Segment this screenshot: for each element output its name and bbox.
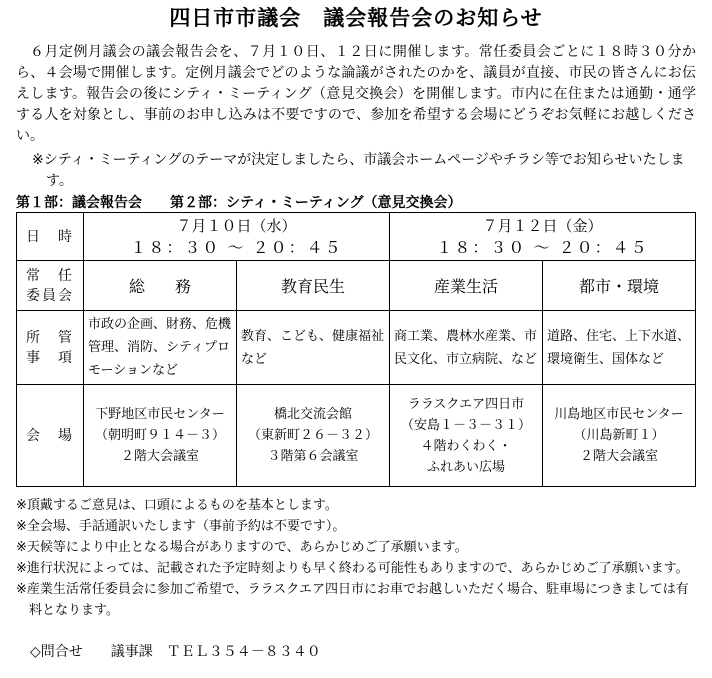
section-heading: 第１部：議会報告会 第２部：シティ・ミーティング（意見交換会） [16, 195, 462, 211]
jurisdiction-row-label: 所 管 事 項 [17, 311, 84, 385]
venue-shimono [84, 385, 237, 487]
venue-name: ララスクエア四日市 [407, 396, 525, 412]
page-title: 四日市市議会 議会報告会のお知らせ [169, 6, 543, 30]
venue-name: 橋北交流会館 [273, 407, 352, 422]
venue-kyouhoku [237, 385, 390, 487]
theme-note: ※シティ・ミーティングのテーマが決定しましたら、市議会ホームページやチラシ等でお知らせいたします。 [32, 152, 685, 189]
day1-time: １８：３０ ～ ２０：４５ [130, 237, 343, 257]
venue-room: ４階わくわく・ [420, 438, 512, 454]
venue-room: ３階第６会議室 [267, 449, 359, 464]
jurisdiction-toshi-kankyou: 道路、住宅、上下水道、環境衛生、国体など [543, 311, 696, 385]
day2-cell [390, 213, 696, 261]
jurisdiction-sangyou-seikatsu: 商工業、農林水産業、市民文化、市立病院、など [390, 311, 543, 385]
day1-cell [84, 213, 390, 261]
venue-lala-square [390, 385, 543, 487]
venue-address: （朝明町９１４－３） [94, 428, 225, 443]
jurisdiction-soumu: 市政の企画、財務、危機管理、消防、シティプロモーションなど [84, 311, 237, 385]
day2-date: ７月１２日（金） [482, 216, 603, 235]
committee-kyouiku-minsei: 教育民生 [237, 261, 390, 311]
notes-list [16, 495, 698, 621]
jurisdiction-row [17, 311, 696, 385]
note-sign-language: ※全会場、手話通訳いたします（事前予約は不要です）。 [16, 519, 346, 534]
venue-address: （安島１－３－３１） [400, 417, 531, 433]
schedule-table [16, 212, 696, 487]
note-opinion: ※頂戴するご意見は、口頭によるものを基本とします。 [16, 498, 338, 513]
venue-kawashima [543, 385, 696, 487]
note-parking: ※産業生活常任委員会に参加ご希望で、ララスクエア四日市にお車でお越しいただく場合、駐車場につきましては有料となります。 [16, 582, 689, 618]
venue-room-2: ふれあい広場 [426, 459, 505, 475]
committee-toshi-kankyou: 都市・環境 [543, 261, 696, 311]
venue-row [17, 385, 696, 487]
venue-address: （川島新町１） [573, 428, 665, 443]
committee-row [17, 261, 696, 311]
day1-date: ７月１０日（水） [176, 216, 297, 235]
contact-line: ◇問合せ 議事課 ＴＥＬ３５４－８３４０ [30, 644, 321, 660]
date-row [17, 213, 696, 261]
intro-paragraph: ６月定例月議会の議会報告会を、７月１０日、１２日に開催します。常任委員会ごとに１８時３０分から、４会場で開催します。定例月議会でどのような論議がされたのかを、議員が直接、市民の皆さんにお伝えします。報告会の後にシティ・ミーティング（意見交換会）を開催します。市内に在住または通勤・通学する人を対象とし、事前のお申し込みは不要ですので、参加を希望する会場にどうぞお気軽にお越しください。 [16, 44, 696, 144]
venue-room: ２階大会議室 [120, 449, 199, 464]
venue-name: 下野地区市民センター [95, 407, 225, 422]
note-early-end: ※進行状況によっては、記載された予定時刻よりも早く終わる可能性もありますので、あらかじめご了承願います。 [16, 561, 689, 576]
committee-row-label: 常 任 委員会 [17, 261, 84, 311]
day2-time: １８：３０ ～ ２０：４５ [436, 237, 649, 257]
venue-room: ２階大会議室 [579, 449, 658, 464]
committee-sangyou-seikatsu: 産業生活 [390, 261, 543, 311]
venue-name: 川島地区市民センター [554, 407, 684, 422]
date-row-label: 日 時 [17, 213, 84, 261]
venue-address: （東新町２６－３２） [247, 428, 378, 443]
note-weather: ※天候等により中止となる場合がありますので、あらかじめご了承願います。 [16, 540, 468, 555]
jurisdiction-kyouiku-minsei: 教育、こども、健康福祉など [237, 311, 390, 385]
committee-soumu: 総務 [84, 261, 237, 311]
venue-row-label: 会 場 [17, 385, 84, 487]
